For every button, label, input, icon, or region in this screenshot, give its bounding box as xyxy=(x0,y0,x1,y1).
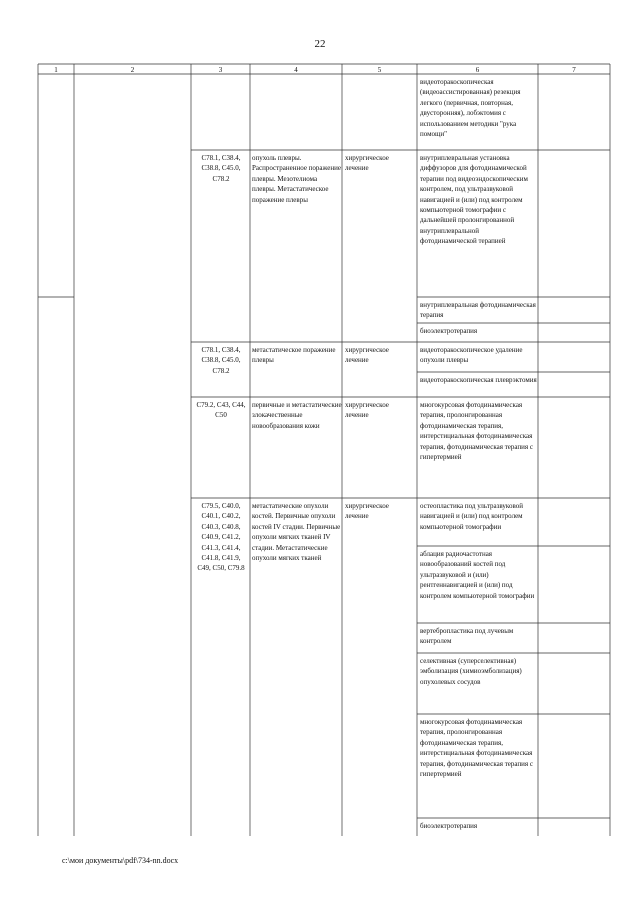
treatment-type-cell: хирургическое лечение xyxy=(345,401,389,420)
treatment-type-cell: хирургическое лечение xyxy=(345,154,389,173)
method-cell: видеоторакоскопическое удаление опухоли плевры xyxy=(420,346,523,365)
column-header-1: 1 xyxy=(54,66,58,74)
method-cell: биоэлектротерапия xyxy=(420,822,478,830)
diagnosis-cell: опухоль плевры. Распространенное поражение плевры. Мезотелиома плевры. Метастатическое поражение плевры xyxy=(252,154,341,204)
method-cell: видеоторакоскопическая (видеоассистированная) резекция легкого (первичная, повторная, двусторонняя), лобэктомия с использованием методики "рука помощи" xyxy=(420,78,521,139)
method-cell: биоэлектротерапия xyxy=(420,327,478,335)
method-cell: видеоторакоскопическая плеврэктомия xyxy=(420,376,537,384)
column-header-2: 2 xyxy=(130,66,135,74)
column-header-6: 6 xyxy=(475,66,480,74)
column-header-7: 7 xyxy=(572,66,576,74)
treatment-type-cell: хирургическое лечение xyxy=(345,502,389,521)
diagnosis-cell: первичные и метастатические злокачественные новообразования кожи xyxy=(252,401,342,430)
method-cell: вертебропластика под лучевым контролем xyxy=(420,627,514,646)
diagnosis-cell: метастатическое поражение плевры xyxy=(252,346,336,365)
method-cell: внутриплевральная фотодинамическая терапия xyxy=(420,301,536,320)
icd-codes-cell: C78.1, C38.4, C38.8, C45.0, C78.2 xyxy=(201,346,241,375)
icd-codes-cell: C78.1, C38.4, C38.8, C45.0, C78.2 xyxy=(201,154,241,183)
document-file-path: c:\мои документы\pdf\734-nn.docx xyxy=(62,856,179,865)
column-header-4: 4 xyxy=(294,66,298,74)
treatment-type-cell: хирургическое лечение xyxy=(345,346,389,365)
icd-codes-cell: C79.2, C43, C44, C50 xyxy=(196,401,246,420)
method-cell: многокурсовая фотодинамическая терапия, пролонгированная фотодинамическая терапия, интерстициальная фотодинамическая терапия, фотодинамическая терапия с гипертермией xyxy=(420,401,533,462)
method-cell: селективная (суперселективная) эмболизация (химиоэмболизация) опухолевых сосудов xyxy=(420,657,522,686)
page-number: 22 xyxy=(314,38,326,50)
method-cell: внутриплевральная установка диффузоров для фотодинамической терапии под видеоэндоскопическим контролем, под ультразвуковой навигацией и (или) под контролем компьютерной томографии с дальнейшей пролонгированной внутриплевральной фотодинамической терапией xyxy=(420,154,528,246)
icd-codes-cell: C79.5, C40.0, C40.1, C40.2, C40.3, C40.8, C40.9, C41.2, C41.3, C41.4, C41.8, C41.9, C49, C50, C79.8 xyxy=(197,502,245,573)
method-cell: многокурсовая фотодинамическая терапия, пролонгированная фотодинамическая терапия, интерстициальная фотодинамическая терапия, фотодинамическая терапия с гипертермией xyxy=(420,718,533,779)
method-cell: остеопластика под ультразвуковой навигацией и (или) под контролем компьютерной томографии xyxy=(420,502,523,531)
diagnosis-cell: метастатические опухоли костей. Первичные опухоли костей IV стадии. Первичные опухоли мягких тканей IV стадии. Метастатические опухоли мягких тканей xyxy=(252,502,341,563)
column-header-5: 5 xyxy=(377,66,382,74)
method-cell: аблация радиочастотная новообразований костей под ультразвуковой и (или) рентгеннавигацией и (или) под контролем компьютерной томографии xyxy=(420,550,535,600)
column-header-3: 3 xyxy=(218,66,223,74)
